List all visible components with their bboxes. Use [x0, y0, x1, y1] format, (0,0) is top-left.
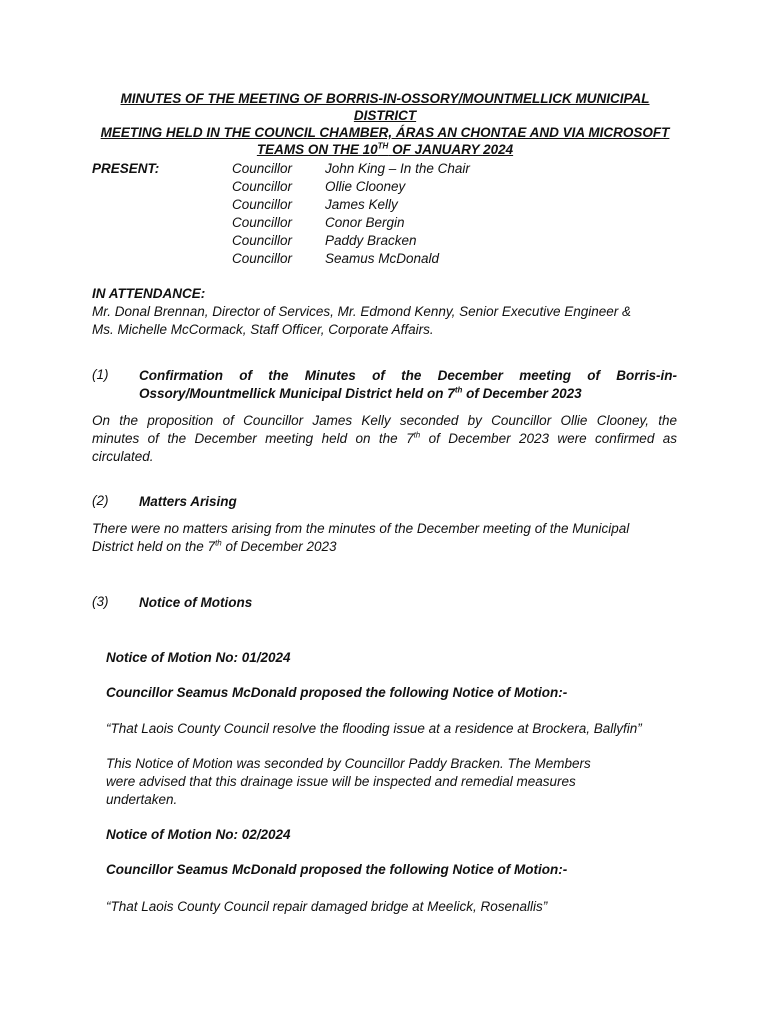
present-row	[0, 161, 770, 179]
section-1-body-line-1: On the proposition of Councillor James Kelly seconded by Councillor Ollie Clooney, the	[92, 413, 677, 428]
section-2-body-line-1: There were no matters arising from the minutes of the December meeting of the Municipal	[92, 521, 630, 536]
present-label: PRESENT:	[92, 161, 160, 176]
present-name: Paddy Bracken	[325, 233, 417, 248]
section-2-body-line-2-tail: of December 2023	[221, 539, 337, 554]
section-2-body-line-2-text: District held on the 7	[92, 539, 216, 554]
attendance-text	[92, 303, 692, 339]
present-row	[0, 179, 770, 197]
present-row	[0, 233, 770, 251]
attendance-line-1: Mr. Donal Brennan, Director of Services, Mr. Edmond Kenny, Senior Executive Engineer &	[92, 304, 631, 319]
present-row	[0, 215, 770, 233]
section-1-body-line-3: circulated.	[92, 449, 154, 464]
title-line-3	[88, 141, 682, 158]
motion-2-proposer: Councillor Seamus McDonald proposed the following Notice of Motion:-	[106, 862, 568, 877]
section-1-number: (1)	[92, 367, 109, 382]
section-1-body-line-2-text: minutes of the December meeting held on the 7	[92, 431, 414, 446]
present-name: John King – In the Chair	[325, 161, 470, 176]
section-2-title: Matters Arising	[139, 494, 237, 509]
motion-1-note	[106, 755, 666, 809]
present-role: Councillor	[232, 251, 293, 266]
section-1-title-line-1: Confirmation of the Minutes of the December meeting of Borris-in-	[139, 368, 677, 383]
document-title	[88, 90, 682, 158]
motion-1-note-line-1: This Notice of Motion was seconded by Councillor Paddy Bracken. The Members	[106, 756, 591, 771]
section-1-title-line-2-tail: of December 2023	[462, 386, 582, 401]
section-1-body-line-2	[92, 430, 677, 448]
section-1-title	[139, 367, 677, 403]
title-line-3-text: TEAMS ON THE 10	[256, 142, 378, 157]
present-name: Seamus McDonald	[325, 251, 440, 266]
section-3-title: Notice of Motions	[139, 595, 253, 610]
motion-1-quote: “That Laois County Council resolve the flooding issue at a residence at Brockera, Ballyfin”	[106, 721, 642, 736]
section-2-body	[92, 520, 677, 556]
section-1-body-line-2-tail: of December 2023 were confirmed as	[420, 431, 677, 446]
title-line-2: MEETING HELD IN THE COUNCIL CHAMBER, ÁRAS AN CHONTAE AND VIA MICROSOFT	[100, 125, 670, 140]
present-name: Conor Bergin	[325, 215, 405, 230]
motion-1-proposer: Councillor Seamus McDonald proposed the following Notice of Motion:-	[106, 685, 568, 700]
present-name: James Kelly	[325, 197, 398, 212]
section-1-title-line-2	[139, 385, 677, 403]
section-1-body-sup: th	[413, 430, 421, 440]
present-row	[0, 197, 770, 215]
present-role: Councillor	[232, 233, 293, 248]
motion-1-note-line-3: undertaken.	[106, 792, 178, 807]
motion-1-note-line-2: were advised that this drainage issue will be inspected and remedial measures	[106, 774, 576, 789]
title-line-3-sup: TH	[377, 141, 389, 151]
section-2-number: (2)	[92, 493, 109, 508]
present-role: Councillor	[232, 215, 293, 230]
present-role: Councillor	[232, 179, 293, 194]
attendance-line-2: Ms. Michelle McCormack, Staff Officer, Corporate Affairs.	[92, 322, 434, 337]
present-row	[0, 251, 770, 269]
section-2-body-line-2	[92, 538, 677, 556]
present-role: Councillor	[232, 197, 293, 212]
section-1-title-line-2-text: Ossory/Mountmellick Municipal District held on 7	[139, 386, 455, 401]
motion-1-heading: Notice of Motion No: 01/2024	[106, 650, 291, 665]
present-name: Ollie Clooney	[325, 179, 406, 194]
motion-2-heading: Notice of Motion No: 02/2024	[106, 827, 291, 842]
title-line-3-tail: OF JANUARY 2024	[388, 142, 514, 157]
attendance-label: IN ATTENDANCE:	[92, 286, 206, 301]
section-1-body	[92, 412, 677, 466]
section-1-title-sup: th	[454, 385, 463, 395]
title-line-1: MINUTES OF THE MEETING OF BORRIS-IN-OSSORY/MOUNTMELLICK MUNICIPAL DISTRICT	[120, 91, 650, 123]
present-role: Councillor	[232, 161, 293, 176]
motion-2-quote: “That Laois County Council repair damaged bridge at Meelick, Rosenallis”	[106, 899, 548, 914]
section-2-body-sup: th	[215, 538, 222, 548]
section-3-number: (3)	[92, 594, 109, 609]
